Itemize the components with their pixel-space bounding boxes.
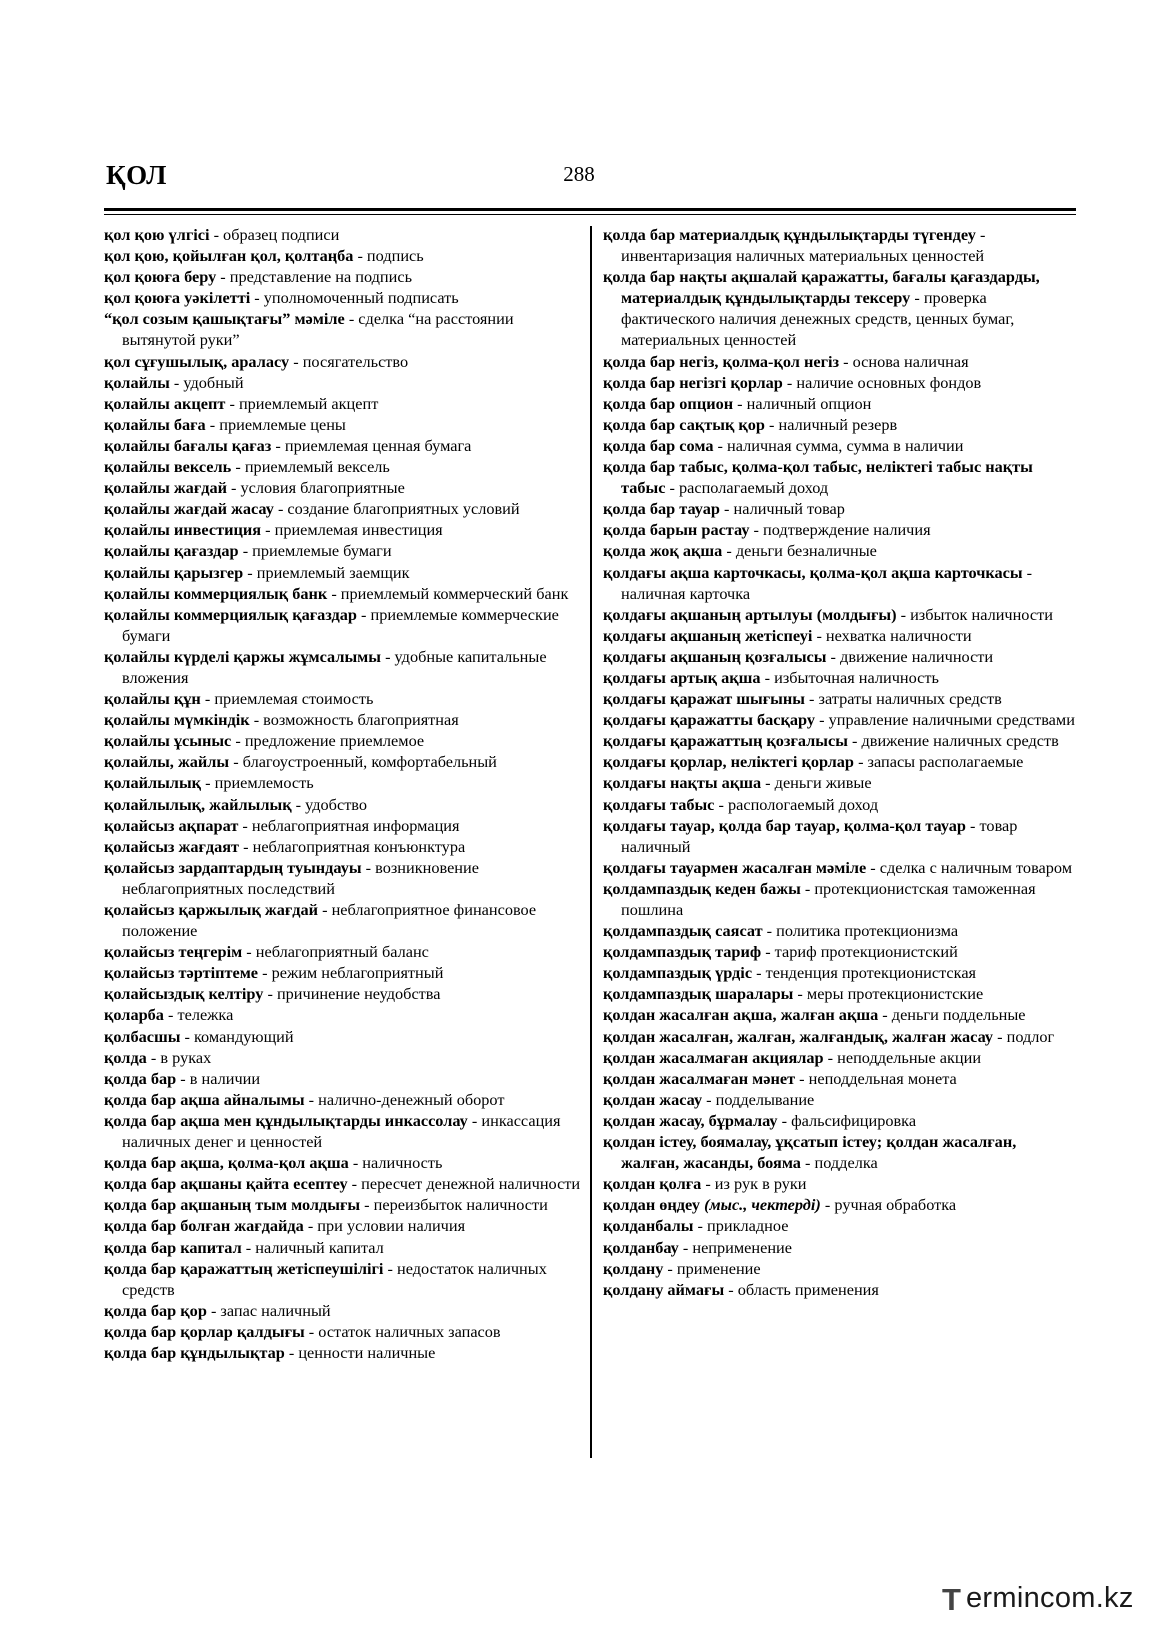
dictionary-entry [104, 498, 582, 519]
entry-term: қолда бар құндылықтар [104, 1342, 285, 1362]
dictionary-entry [104, 1194, 582, 1215]
entry-definition: - движение наличности [826, 646, 994, 666]
dictionary-entry [104, 308, 582, 350]
dictionary-entry [603, 414, 1078, 435]
entry-definition: - причинение неудобства [263, 984, 441, 1004]
dictionary-entry [603, 604, 1078, 625]
entry-definition: - командующий [180, 1026, 294, 1046]
entry-definition: - товар наличный [621, 815, 1018, 856]
dictionary-entry [104, 751, 582, 772]
entry-definition: - прикладное [693, 1216, 789, 1236]
entry-definition: - тележка [163, 1005, 234, 1025]
dictionary-entry [104, 794, 582, 815]
entry-term: қолдағы ақша карточкасы, қолма-қол ақша карточкасы [603, 562, 1023, 582]
entry-term: қолдан өңдеу [603, 1195, 700, 1215]
entry-term: қолайлы жағдай жасау [104, 499, 274, 519]
entry-definition: - возникновение неблагоприятных последствий [122, 857, 479, 898]
dictionary-entry [104, 351, 582, 372]
entry-definition: - благоустроенный, комфортабельный [229, 752, 497, 772]
entry-term: қолайлы акцепт [104, 393, 226, 413]
dictionary-entry [104, 772, 582, 793]
dictionary-entry [603, 730, 1078, 751]
entry-term: қолдағы артық ақша [603, 667, 761, 687]
entry-term: қолайсыздық келтіру [104, 984, 264, 1004]
entry-term: қолдағы тауармен жасалған мәміле [603, 857, 867, 877]
dictionary-entry [104, 287, 582, 308]
header-rule-thick [104, 208, 1076, 211]
entry-term: қолдағы ақшаның жетіспеуі [603, 625, 813, 645]
entry-definition: - неподдельная монета [795, 1068, 957, 1088]
entry-definition: - приемлемая стоимость [200, 689, 374, 709]
dictionary-entry [603, 1026, 1078, 1047]
entry-term: қолда бар қор [104, 1300, 207, 1320]
dictionary-entry [603, 709, 1078, 730]
dictionary-entry [603, 498, 1078, 519]
entry-term: қолдағы ақшаның артылуы (молдығы) [603, 604, 897, 624]
dictionary-entry [104, 372, 582, 393]
entry-definition: - подделка [800, 1153, 878, 1173]
dictionary-entry [104, 941, 582, 962]
entry-definition: - область применения [724, 1279, 879, 1299]
dictionary-entry [603, 224, 1078, 266]
dictionary-entry [603, 1279, 1078, 1300]
entry-definition: - деньги поддельные [878, 1005, 1026, 1025]
entry-definition: - наличный капитал [241, 1237, 384, 1257]
entry-definition: - приемлемый акцепт [225, 393, 379, 413]
entry-definition: - запас наличный [206, 1300, 331, 1320]
entry-definition: - сделка “на расстоянии вытянутой руки” [122, 309, 514, 350]
dictionary-entry [603, 1047, 1078, 1068]
entry-definition: - деньги живые [761, 773, 872, 793]
dictionary-entry [603, 688, 1078, 709]
entry-term: қолдағы қаражаттың қозғалысы [603, 731, 848, 751]
dictionary-entry [603, 920, 1078, 941]
entry-term: қолдан жасау, бұрмалау [603, 1110, 778, 1130]
entry-definition: - посягательство [289, 351, 409, 371]
entry-term: қолдағы табыс [603, 794, 715, 814]
dictionary-entry [603, 1173, 1078, 1194]
entry-definition: - представление на подпись [216, 267, 412, 287]
entry-definition: - меры протекционистские [793, 984, 984, 1004]
dictionary-entry [104, 519, 582, 540]
dictionary-entry [603, 562, 1078, 604]
entry-term: қолайлы [104, 372, 170, 392]
entry-term: қолайсыз қаржылық жағдай [104, 900, 319, 919]
dictionary-entry [104, 245, 582, 266]
entry-definition: - при условии наличия [303, 1216, 466, 1236]
entry-definition: - неблагоприятная конъюнктура [239, 836, 466, 856]
dictionary-entry [104, 540, 582, 561]
entry-definition: - политика протекционизма [762, 921, 959, 941]
entry-term: қолдан істеу, боямалау, ұқсатып істеу; қолдан жасалған, жалған, жасанды, бояма [603, 1132, 1017, 1173]
entry-definition: - пересчет денежной наличности [347, 1174, 581, 1194]
entry-term: қолайлы қарызгер [104, 562, 244, 582]
entry-term: қолдағы нақты ақша [603, 773, 762, 793]
dictionary-entry [603, 815, 1078, 857]
dictionary-entry [104, 1047, 582, 1068]
left-column [104, 224, 582, 1363]
dictionary-entry [104, 1321, 582, 1342]
dictionary-entry [104, 1068, 582, 1089]
entry-definition: - наличная карточка [621, 562, 1033, 603]
dictionary-entry [603, 667, 1078, 688]
entry-definition: - неприменение [678, 1237, 792, 1257]
entry-definition: - подпись [353, 246, 424, 266]
entry-term: қолда бар ақша мен құндылықтарды инкассолау [104, 1110, 468, 1130]
entry-definition: - приемлемая инвестиция [261, 520, 443, 540]
entry-definition: - применение [663, 1258, 761, 1278]
entry-term: қолда бар болған жағдайда [104, 1216, 304, 1236]
dictionary-entry [603, 1131, 1078, 1173]
dictionary-entry [603, 266, 1078, 350]
entry-term: қолайлы бағалы қағаз [104, 435, 272, 455]
dictionary-entry [603, 1068, 1078, 1089]
entry-term: қолда бар капитал [104, 1237, 242, 1257]
entry-definition: - тенденция протекционистская [752, 963, 977, 983]
entry-term: қолдану аймағы [603, 1279, 725, 1299]
entry-definition: - располагаемый доход [665, 478, 829, 498]
dictionary-entry [104, 646, 582, 688]
entry-definition: - приемлемые бумаги [238, 541, 392, 561]
entry-definition: - недостаток наличных средств [122, 1258, 547, 1299]
entry-term: қолайлылық, жайлылық [104, 794, 292, 814]
entry-definition: - приемлемость [201, 773, 314, 793]
entry-definition: - фальсифицировка [777, 1110, 917, 1130]
entry-term: қолда бар негіз, қолма-қол негіз [603, 351, 840, 371]
entry-term: қол қою, қойылған қол, қолтаңба [104, 246, 354, 266]
dictionary-entry [603, 1004, 1078, 1025]
running-head-word: ҚОЛ [106, 160, 167, 190]
entry-definition: - уполномоченный подписать [250, 288, 459, 308]
entry-term: қолдағы қаражат шығыны [603, 689, 805, 709]
dictionary-entry [603, 1258, 1078, 1279]
dictionary-entry [104, 688, 582, 709]
entry-definition: - наличный опцион [733, 393, 872, 413]
entry-definition: - сделка с наличным товаром [866, 857, 1073, 877]
entry-term: қоларба [104, 1005, 164, 1025]
dictionary-entry [603, 772, 1078, 793]
dictionary-entry [603, 941, 1078, 962]
entry-definition: - движение наличных средств [847, 731, 1059, 751]
entry-definition: - неблагоприятный баланс [242, 942, 429, 962]
entry-term: қолдампаздық тариф [603, 942, 762, 962]
entry-term: қолайсыз жағдаят [104, 836, 240, 856]
entry-term: қолда бар қорлар қалдығы [104, 1321, 305, 1341]
entry-term: қолда бар опцион [603, 393, 734, 413]
entry-definition: - затраты наличных средств [804, 689, 1002, 709]
dictionary-entry [603, 1215, 1078, 1236]
dictionary-entry [104, 1152, 582, 1173]
entry-definition: - избыток наличности [896, 604, 1053, 624]
entry-term: қолайлы жағдай [104, 478, 227, 498]
entry-definition: - ручная обработка [820, 1195, 957, 1215]
entry-definition: - приемлемые коммерческие бумаги [122, 604, 559, 645]
entry-term: қолда бар нақты ақшалай қаражатты, бағалы қағаздарды, материалдық құндылықтарды тексеру [603, 267, 1040, 308]
entry-term: қолайлы, жайлы [104, 752, 230, 772]
entry-definition: - подлог [993, 1026, 1055, 1046]
entry-definition: - приемлемый вексель [231, 457, 390, 477]
entry-term: қолда бар сома [603, 435, 714, 455]
dictionary-entry [104, 1237, 582, 1258]
entry-term: қолайлылық [104, 773, 202, 793]
entry-term: “қол созым қашықтағы” мәміле [104, 309, 345, 329]
entry-definition: - приемлемый коммерческий банк [327, 583, 569, 603]
entry-term: қолдағы қорлар, неліктегі қорлар [603, 752, 854, 772]
entry-definition: - приемлемый заемщик [243, 562, 410, 582]
entry-term: қолда [104, 1047, 147, 1067]
entry-definition: - удобный [169, 372, 244, 392]
entry-term: қолда бар [104, 1068, 177, 1088]
entry-term: қолда бар ақшаның тым молдығы [104, 1195, 361, 1215]
dictionary-entry [104, 604, 582, 646]
header-rule-thin [104, 214, 1076, 215]
entry-definition: - наличная сумма, сумма в наличии [713, 435, 964, 455]
dictionary-entry [603, 456, 1078, 498]
entry-term: қолда бар қаражаттың жетіспеушілігі [104, 1258, 384, 1278]
dictionary-entry [104, 1258, 582, 1300]
entry-term: қолдан жасау [603, 1089, 703, 1109]
entry-definition: - удобство [291, 794, 368, 814]
dictionary-entry [104, 393, 582, 414]
entry-term: қолдампаздық шаралары [603, 984, 794, 1004]
entry-definition: - из рук в руки [701, 1174, 807, 1194]
dictionary-entry [603, 1089, 1078, 1110]
dictionary-entry [104, 1110, 582, 1152]
entry-term: қолайлы баға [104, 414, 206, 434]
dictionary-entry [603, 983, 1078, 1004]
entry-term: қолайлы күрделі қаржы жұмсалымы [104, 646, 381, 666]
entry-definition: - создание благоприятных условий [273, 499, 520, 519]
entry-definition: - возможность благоприятная [249, 710, 459, 730]
entry-definition: - предложение приемлемое [231, 731, 425, 751]
entry-term: қолда бар ақшаны қайта есептеу [104, 1174, 348, 1194]
entry-definition: - распологаемый доход [714, 794, 879, 814]
entry-definition: - неблагоприятное финансовое положение [122, 900, 537, 941]
entry-definition: - запасы располагаемые [854, 752, 1024, 772]
entry-definition: - в руках [146, 1047, 212, 1067]
entry-definition: - приемлемые цены [205, 414, 346, 434]
entry-definition: - неподдельные акции [823, 1047, 982, 1067]
entry-definition: - удобные капитальные вложения [122, 646, 547, 687]
entry-definition: - наличность [348, 1153, 443, 1173]
terminkom-logo[interactable] [942, 1580, 1142, 1624]
entry-term: қолбасшы [104, 1026, 181, 1046]
dictionary-entry [603, 878, 1078, 920]
dictionary-entry [104, 224, 582, 245]
dictionary-entry [603, 625, 1078, 646]
entry-definition: - инкассация наличных денег и ценностей [122, 1110, 561, 1152]
entry-term: қол қоюға уәкілетті [104, 288, 251, 308]
dictionary-entry [104, 562, 582, 583]
entry-term: қолдан жасалмаған мәнет [603, 1068, 796, 1088]
dictionary-entry [104, 983, 582, 1004]
entry-definition: - ценности наличные [284, 1342, 436, 1362]
logo-initial: T [942, 1582, 961, 1617]
entry-term: қолдампаздық саясат [603, 921, 763, 941]
entry-term: қолда бар тауар [603, 499, 720, 519]
entry-definition: - деньги безналичные [722, 541, 877, 561]
dictionary-entry [104, 1173, 582, 1194]
entry-term: қолайсыз тәртіптеме [104, 963, 259, 983]
entry-definition: - инвентаризация наличных материальных ценностей [621, 225, 986, 266]
entry-definition: - режим неблагоприятный [258, 963, 444, 983]
dictionary-entry [104, 1215, 582, 1236]
entry-definition: - избыточная наличность [760, 667, 939, 687]
dictionary-entry [104, 266, 582, 287]
dictionary-entry [104, 857, 582, 899]
dictionary-entry [603, 1237, 1078, 1258]
dictionary-entry [603, 857, 1078, 878]
entry-definition: - переизбыток наличности [360, 1195, 548, 1215]
entry-term: қолданбау [603, 1237, 679, 1257]
dictionary-entry [104, 1026, 582, 1047]
entry-term: қолдағы ақшаның қозғалысы [603, 646, 827, 666]
entry-definition: - наличие основных фондов [782, 372, 982, 392]
dictionary-entry [104, 414, 582, 435]
entry-definition: - нехватка наличности [812, 625, 972, 645]
entry-term: қолайсыз зардаптардың туындауы [104, 857, 362, 877]
entry-term: қолдан қолға [603, 1174, 702, 1194]
dictionary-entry [104, 456, 582, 477]
entry-definition: - подделывание [702, 1089, 815, 1109]
dictionary-entry [603, 1194, 1078, 1215]
entry-term: қолдан жасалған ақша, жалған ақша [603, 1005, 879, 1025]
entry-definition: - наличный резерв [764, 414, 898, 434]
entry-term: қолдағы қаражатты басқару [603, 710, 816, 730]
entry-term: қолда бар сақтық қор [603, 414, 765, 434]
entry-definition: - неблагоприятная информация [238, 815, 460, 835]
entry-term: қолайлы вексель [104, 457, 232, 477]
entry-term: қолайлы коммерциялық қағаздар [104, 604, 357, 624]
dictionary-entry [603, 372, 1078, 393]
entry-term: қолдану [603, 1258, 664, 1278]
dictionary-entry [104, 477, 582, 498]
dictionary-entry [104, 1300, 582, 1321]
page-number: 288 [563, 162, 595, 186]
entry-term: қолайсыз теңгерім [104, 942, 243, 962]
entry-term: қолда бар негізгі қорлар [603, 372, 783, 392]
entry-definition: - остаток наличных запасов [304, 1321, 501, 1341]
entry-term: қолдан жасалмаған акциялар [603, 1047, 824, 1067]
entry-term: қолда бар ақша, қолма-қол ақша [104, 1153, 349, 1173]
entry-term: қолайлы коммерциялық банк [104, 583, 328, 603]
entry-definition: - наличный товар [719, 499, 845, 519]
dictionary-entry [603, 540, 1078, 561]
entry-definition: - проверка фактического наличия денежных средств, ценных бумаг, материальных ценностей [621, 288, 1015, 350]
entry-term: қолда жоқ ақша [603, 541, 723, 561]
entry-definition: - образец подписи [209, 225, 340, 244]
dictionary-entry [104, 1004, 582, 1025]
dictionary-entry [104, 836, 582, 857]
dictionary-entry [104, 709, 582, 730]
dictionary-entry [603, 519, 1078, 540]
dictionary-entry [603, 351, 1078, 372]
entry-definition: - в наличии [176, 1068, 261, 1088]
entry-term: қолайлы инвестиция [104, 520, 262, 540]
dictionary-entry [104, 899, 582, 941]
logo-text: ermincom.kz [966, 1582, 1134, 1614]
entry-definition: - налично-денежный оборот [304, 1089, 505, 1109]
entry-term: қолдампаздық үрдіс [603, 963, 753, 983]
entry-definition: - основа наличная [839, 351, 969, 371]
dictionary-entry [603, 1110, 1078, 1131]
entry-term: қолайсыз ақпарат [104, 815, 239, 835]
entry-term: қолайлы ұсыныс [104, 731, 232, 751]
column-divider [590, 226, 592, 1458]
entry-term: қолайлы қағаздар [104, 541, 239, 561]
dictionary-entry [104, 583, 582, 604]
dictionary-entry [603, 393, 1078, 414]
right-column [603, 224, 1078, 1300]
dictionary-entry [104, 1089, 582, 1110]
entry-term: қолда бар табыс, қолма-қол табыс, неліктегі табыс нақты табыс [603, 457, 1033, 498]
entry-term: қолайлы құн [104, 689, 201, 709]
entry-term: қол қоюға беру [104, 267, 217, 287]
entry-term: қолда бар ақша айналымы [104, 1089, 305, 1109]
entry-definition: - приемлемая ценная бумага [271, 435, 472, 455]
entry-term: қолдан жасалған, жалған, жалғандық, жалған жасау [603, 1026, 994, 1046]
entry-definition: - подтверждение наличия [749, 520, 931, 540]
dictionary-entry [603, 962, 1078, 983]
dictionary-entry [603, 435, 1078, 456]
entry-term: қолдағы тауар, қолда бар тауар, қолма-қол тауар [603, 815, 966, 835]
entry-term: қол қою үлгісі [104, 225, 210, 244]
dictionary-entry [104, 962, 582, 983]
entry-note: (мыс., чектерді) [700, 1195, 821, 1215]
dictionary-entry [603, 751, 1078, 772]
dictionary-entry [104, 730, 582, 751]
entry-term: қол сұғушылық, араласу [104, 351, 290, 371]
dictionary-entry [104, 1342, 582, 1363]
entry-definition: - тариф протекционистский [761, 942, 958, 962]
entry-term: қолайлы мүмкіндік [104, 710, 250, 730]
dictionary-entry [104, 435, 582, 456]
entry-term: қолда бар материалдық құндылықтарды түгендеу [603, 225, 976, 244]
entry-definition: - условия благоприятные [226, 478, 405, 498]
entry-definition: - протекционистская таможенная пошлина [621, 878, 1036, 919]
dictionary-entry [104, 815, 582, 836]
dictionary-entry [603, 794, 1078, 815]
entry-term: қолданбалы [603, 1216, 694, 1236]
entry-definition: - управление наличными средствами [815, 710, 1075, 730]
entry-term: қолдампаздық кеден бажы [603, 878, 801, 898]
entry-term: қолда барын растау [603, 520, 750, 540]
dictionary-entry [603, 646, 1078, 667]
